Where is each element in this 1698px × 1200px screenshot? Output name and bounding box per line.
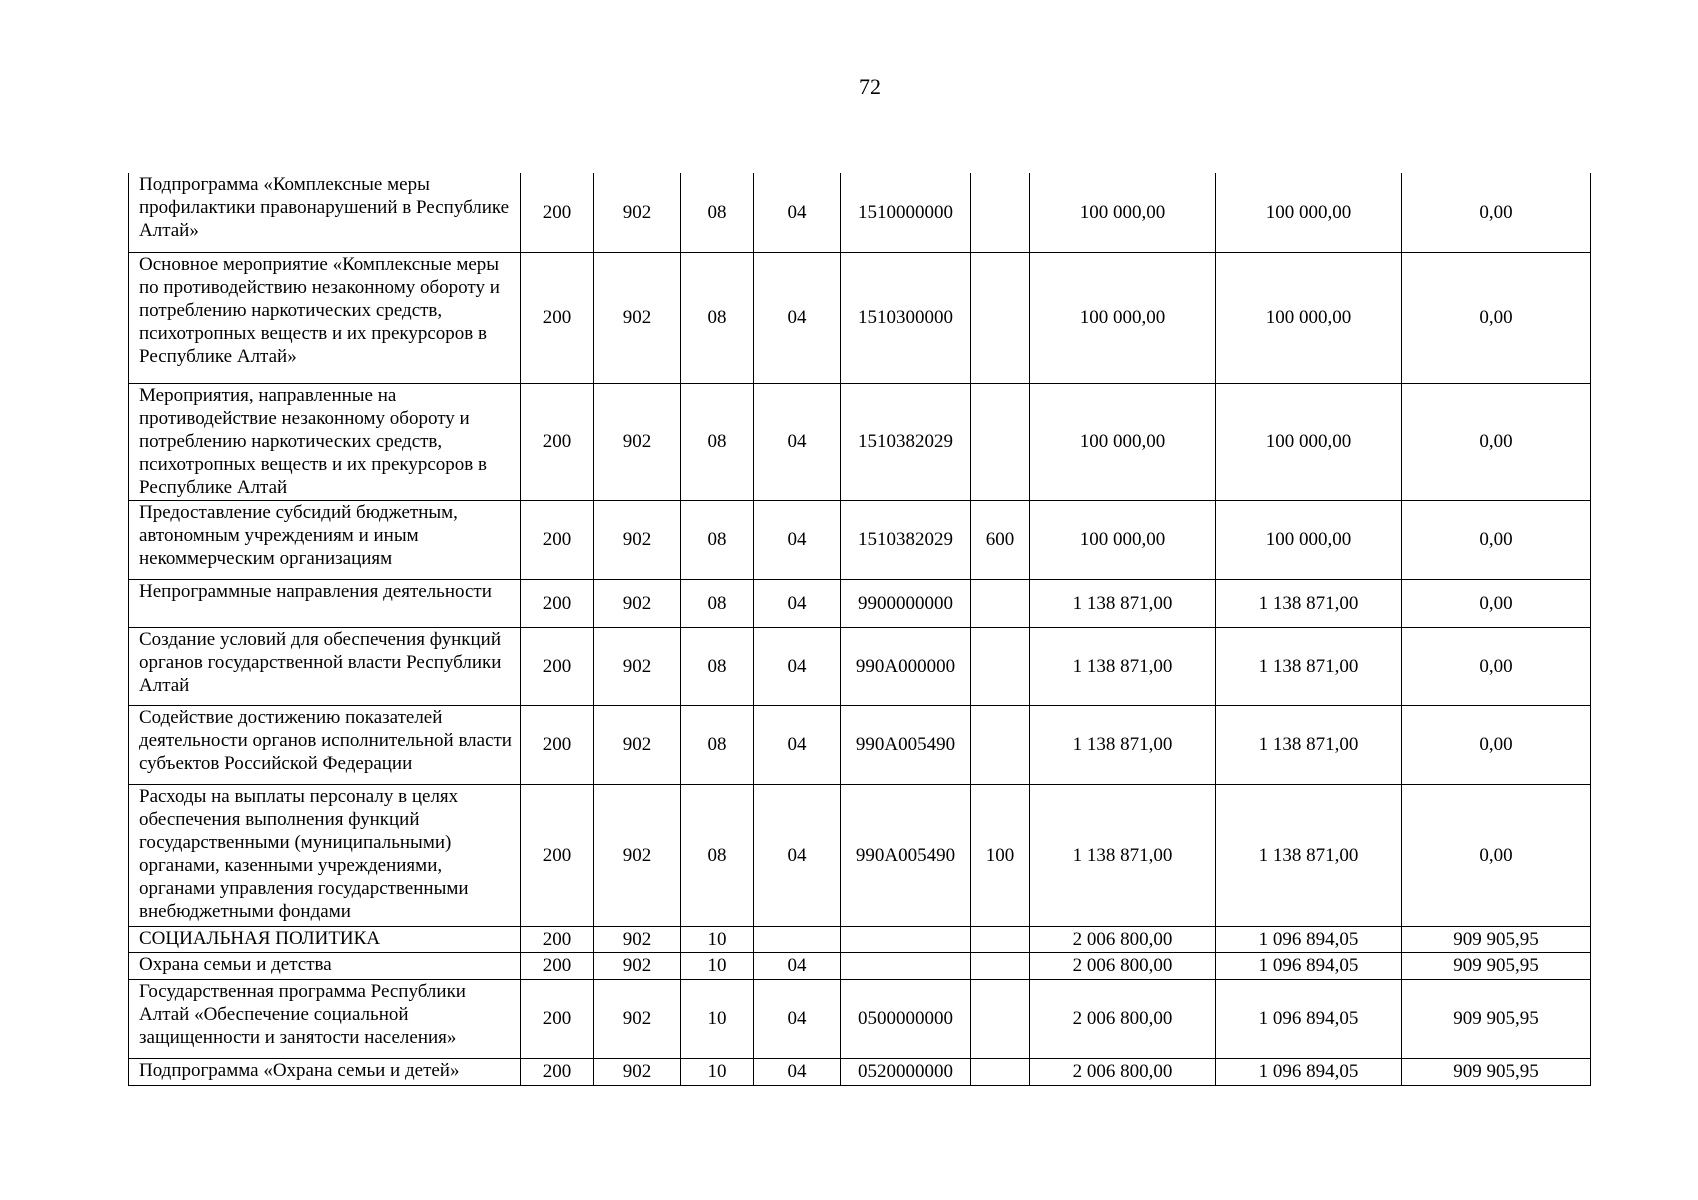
cell-c4: 04 (754, 383, 841, 500)
cell-v1: 2 006 800,00 (1030, 926, 1216, 952)
cell-c3: 08 (681, 627, 754, 705)
cell-c2: 902 (594, 500, 681, 579)
cell-c4: 04 (754, 952, 841, 979)
cell-c4: 04 (754, 784, 841, 926)
cell-v3: 0,00 (1402, 500, 1591, 579)
cell-v2: 1 138 871,00 (1216, 705, 1402, 784)
cell-c3: 08 (681, 252, 754, 383)
cell-c1: 200 (521, 1058, 594, 1085)
cell-v3: 909 905,95 (1402, 1058, 1591, 1085)
cell-c2: 902 (594, 579, 681, 627)
cell-c4: 04 (754, 500, 841, 579)
cell-c3: 08 (681, 500, 754, 579)
cell-c1: 200 (521, 952, 594, 979)
cell-v2: 1 138 871,00 (1216, 784, 1402, 926)
cell-c2: 902 (594, 383, 681, 500)
cell-c5: 1510382029 (841, 383, 971, 500)
cell-v1: 1 138 871,00 (1030, 784, 1216, 926)
cell-v3: 909 905,95 (1402, 952, 1591, 979)
cell-c1: 200 (521, 252, 594, 383)
cell-c5: 1510382029 (841, 500, 971, 579)
cell-v3: 909 905,95 (1402, 979, 1591, 1058)
cell-c2: 902 (594, 705, 681, 784)
row-name: Мероприятия, направленные на противодействие незаконному обороту и потреблению наркотических средств, психотропных веществ и их прекурсоров в Республике Алтай (129, 383, 521, 500)
cell-c2: 902 (594, 979, 681, 1058)
cell-c3: 08 (681, 705, 754, 784)
cell-v1: 100 000,00 (1030, 500, 1216, 579)
cell-c6 (971, 383, 1030, 500)
cell-c3: 10 (681, 952, 754, 979)
cell-c1: 200 (521, 784, 594, 926)
cell-c1: 200 (521, 383, 594, 500)
cell-v1: 100 000,00 (1030, 252, 1216, 383)
cell-c2: 902 (594, 1058, 681, 1085)
cell-v3: 0,00 (1402, 784, 1591, 926)
cell-v1: 2 006 800,00 (1030, 952, 1216, 979)
cell-c2: 902 (594, 252, 681, 383)
row-name: Подпрограмма «Охрана семьи и детей» (129, 1058, 521, 1085)
cell-c6 (971, 705, 1030, 784)
cell-v2: 100 000,00 (1216, 383, 1402, 500)
cell-c4 (754, 926, 841, 952)
cell-c5: 1510300000 (841, 252, 971, 383)
table-row (129, 252, 1591, 383)
cell-c1: 200 (521, 979, 594, 1058)
cell-v3: 0,00 (1402, 627, 1591, 705)
cell-v1: 1 138 871,00 (1030, 705, 1216, 784)
cell-v2: 100 000,00 (1216, 252, 1402, 383)
cell-c3: 10 (681, 926, 754, 952)
cell-c5 (841, 926, 971, 952)
row-name: Государственная программа Республики Алтай «Обеспечение социальной защищенности и занятости населения» (129, 979, 521, 1058)
table-row (129, 979, 1591, 1058)
cell-v2: 100 000,00 (1216, 173, 1402, 252)
table-row (129, 926, 1591, 952)
row-name: СОЦИАЛЬНАЯ ПОЛИТИКА (129, 926, 521, 952)
cell-c5: 1510000000 (841, 173, 971, 252)
cell-c1: 200 (521, 500, 594, 579)
cell-c4: 04 (754, 627, 841, 705)
cell-v1: 2 006 800,00 (1030, 979, 1216, 1058)
cell-c5 (841, 952, 971, 979)
cell-c6 (971, 952, 1030, 979)
cell-c4: 04 (754, 705, 841, 784)
cell-c4: 04 (754, 173, 841, 252)
cell-c5: 0520000000 (841, 1058, 971, 1085)
table-row (129, 383, 1591, 500)
cell-c5: 990А005490 (841, 705, 971, 784)
row-name: Непрограммные направления деятельности (129, 579, 521, 627)
cell-c2: 902 (594, 952, 681, 979)
cell-c6 (971, 579, 1030, 627)
cell-c6 (971, 627, 1030, 705)
cell-c6: 100 (971, 784, 1030, 926)
cell-v3: 909 905,95 (1402, 926, 1591, 952)
table-row (129, 173, 1591, 252)
cell-c2: 902 (594, 173, 681, 252)
cell-c3: 08 (681, 784, 754, 926)
cell-c5: 9900000000 (841, 579, 971, 627)
cell-v1: 100 000,00 (1030, 383, 1216, 500)
cell-v1: 1 138 871,00 (1030, 627, 1216, 705)
cell-c6 (971, 173, 1030, 252)
cell-c3: 08 (681, 383, 754, 500)
cell-v3: 0,00 (1402, 173, 1591, 252)
cell-c1: 200 (521, 579, 594, 627)
cell-c3: 10 (681, 1058, 754, 1085)
table-row (129, 1058, 1591, 1085)
cell-c2: 902 (594, 627, 681, 705)
cell-v1: 100 000,00 (1030, 173, 1216, 252)
cell-c6: 600 (971, 500, 1030, 579)
cell-v1: 1 138 871,00 (1030, 579, 1216, 627)
row-name: Основное мероприятие «Комплексные меры по противодействию незаконному обороту и потреблению наркотических средств, психотропных веществ и их прекурсоров в Республике Алтай» (129, 252, 521, 383)
cell-c1: 200 (521, 926, 594, 952)
row-name: Создание условий для обеспечения функций органов государственной власти Республики Алтай (129, 627, 521, 705)
cell-v2: 1 096 894,05 (1216, 952, 1402, 979)
table-row (129, 579, 1591, 627)
cell-v2: 1 096 894,05 (1216, 979, 1402, 1058)
page-number: 72 (859, 74, 881, 99)
cell-v2: 1 096 894,05 (1216, 1058, 1402, 1085)
cell-c2: 902 (594, 784, 681, 926)
row-name: Расходы на выплаты персоналу в целях обеспечения выполнения функций государственными (муниципальными) органами, казенными учреждениями, органами управления государственными внебюджетными фондами (129, 784, 521, 926)
table-row (129, 705, 1591, 784)
cell-c6 (971, 1058, 1030, 1085)
cell-v1: 2 006 800,00 (1030, 1058, 1216, 1085)
cell-c4: 04 (754, 252, 841, 383)
cell-v3: 0,00 (1402, 705, 1591, 784)
row-name: Содействие достижению показателей деятельности органов исполнительной власти субъектов Российской Федерации (129, 705, 521, 784)
cell-v3: 0,00 (1402, 252, 1591, 383)
cell-c1: 200 (521, 627, 594, 705)
cell-v3: 0,00 (1402, 383, 1591, 500)
table-row (129, 500, 1591, 579)
row-name: Охрана семьи и детства (129, 952, 521, 979)
cell-v3: 0,00 (1402, 579, 1591, 627)
budget-table (128, 173, 1591, 1086)
cell-c4: 04 (754, 1058, 841, 1085)
table-row (129, 952, 1591, 979)
cell-c4: 04 (754, 579, 841, 627)
row-name: Подпрограмма «Комплексные меры профилактики правонарушений в Республике Алтай» (129, 173, 521, 252)
cell-c2: 902 (594, 926, 681, 952)
cell-c1: 200 (521, 705, 594, 784)
cell-c3: 10 (681, 979, 754, 1058)
cell-c1: 200 (521, 173, 594, 252)
cell-v2: 1 138 871,00 (1216, 627, 1402, 705)
table-row (129, 627, 1591, 705)
cell-c5: 0500000000 (841, 979, 971, 1058)
cell-c6 (971, 252, 1030, 383)
cell-c6 (971, 926, 1030, 952)
cell-c3: 08 (681, 579, 754, 627)
cell-v2: 1 096 894,05 (1216, 926, 1402, 952)
cell-c4: 04 (754, 979, 841, 1058)
cell-c5: 990А000000 (841, 627, 971, 705)
cell-v2: 1 138 871,00 (1216, 579, 1402, 627)
cell-c5: 990А005490 (841, 784, 971, 926)
cell-c3: 08 (681, 173, 754, 252)
cell-c6 (971, 979, 1030, 1058)
cell-v2: 100 000,00 (1216, 500, 1402, 579)
row-name: Предоставление субсидий бюджетным, автономным учреждениям и иным некоммерческим организациям (129, 500, 521, 579)
table-row (129, 784, 1591, 926)
